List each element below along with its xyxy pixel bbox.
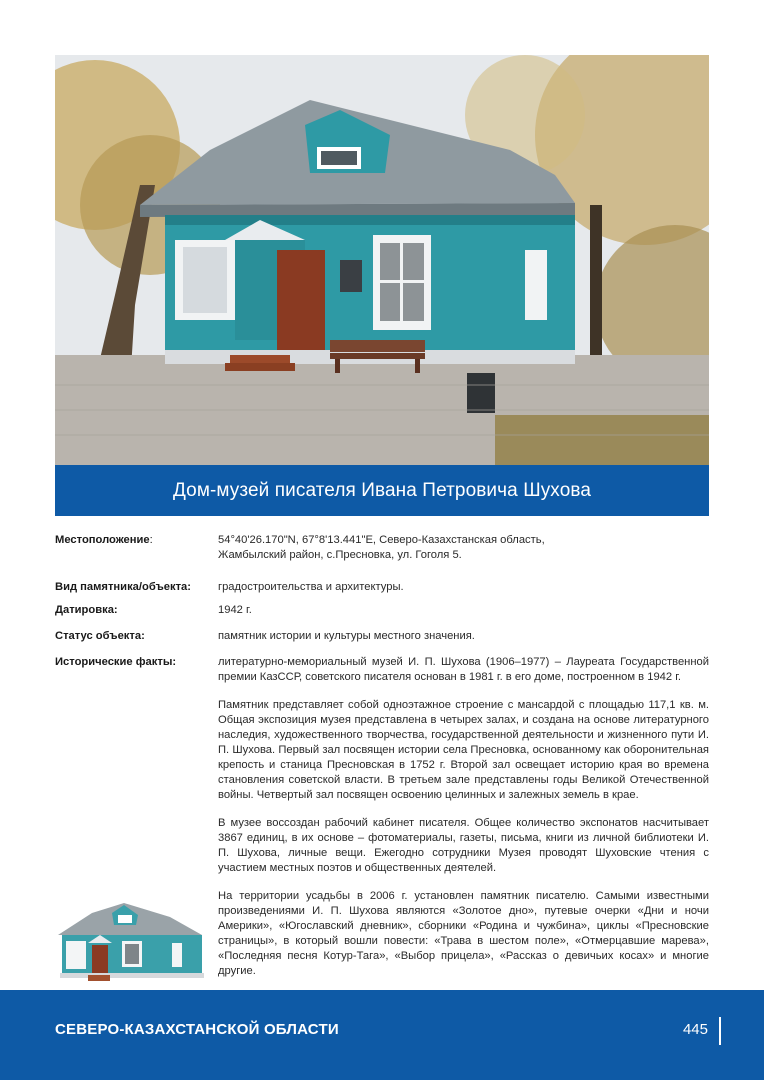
field-location [55, 533, 709, 580]
field-value: памятник истории и культуры местного значения. [218, 630, 475, 642]
footer-region-title: СЕВЕРО-КАЗАХСТАНСКОЙ ОБЛАСТИ [55, 1021, 339, 1038]
field-label: Статус объекта: [55, 630, 145, 642]
field-label [55, 533, 218, 580]
house-sketch-illustration [52, 895, 210, 987]
field-status [55, 629, 709, 655]
location-label-text: Местоположение [55, 534, 150, 546]
field-label: Датировка: [55, 604, 118, 616]
page-footer [0, 990, 764, 1080]
museum-photo [55, 55, 709, 465]
field-value: 1942 г. [218, 604, 252, 616]
page-title: Дом-музей писателя Ивана Петровича Шухова [55, 465, 709, 516]
facts-paragraph: На территории усадьбы в 2006 г. установлен памятник писателю. Самыми известными произведениями И. П. Шухова являются «Золотое дно», путевые очерки «Дни и ночи Америки», «Югославский дневник», сборники «Родина и чужбина», циклы «Пресновские страницы», в который вошли повести: «Трава в шестом поле», «Отмерцавшие марева», «Последняя песня Котур-Тага», «Выбор прицела», «Рассказ о девичьих косах» и многие другие. [218, 890, 709, 977]
page-number: 445 [682, 1021, 708, 1038]
location-line-1: 54°40'26.170"N, 67°8'13.441"E, Северо-Казахстанская область, [218, 534, 545, 546]
facts-paragraph: В музее воссоздан рабочий кабинет писателя. Общее количество экспонатов насчитывает 3867 единиц, в их основе – фотоматериалы, газеты, письма, книги из личной библиотеки И. П. Шухова, личные вещи. Ежегодно сотрудники Музея проводят Шуховские чтения с участием местных поэтов и общественных деятелей. [218, 817, 709, 874]
field-value: градостроительства и архитектуры. [218, 581, 404, 593]
facts-paragraph: литературно-мемориальный музей И. П. Шухова (1906–1977) – Лауреата Государственной премии КазССР, советского писателя основан в 1981 г. в его доме, построенном в 1942 г. [218, 656, 709, 683]
facts-paragraph: Памятник представляет собой одноэтажное строение с мансардой с площадью 117,1 кв. м. Общая экспозиция музея представлена в четырех залах, и создана на основе литературного наследия, художественного творчества, государственной деятельности и жизненного пути И. П. Шухова. Первый зал посвящен истории села Пресновка, основанному как оборонительная крепость и станица Пресновская в 1752 г. Второй зал освещает историю края во времена становления советской власти. В третьем зале представлены годы Великой Отечественной войны. Четвертый зал посвящен освоению целинных и залежных земель в крае. [218, 699, 709, 801]
field-type [55, 580, 709, 603]
field-label: Исторические факты: [55, 656, 177, 668]
location-label-colon: : [149, 534, 153, 546]
field-label: Вид памятника/объекта: [55, 581, 191, 593]
footer-divider [719, 1017, 721, 1045]
location-line-2: Жамбылский район, с.Пресновка, ул. Гоголя 5. [218, 549, 462, 561]
field-value [218, 655, 709, 992]
field-date [55, 603, 709, 629]
field-value [218, 533, 709, 580]
